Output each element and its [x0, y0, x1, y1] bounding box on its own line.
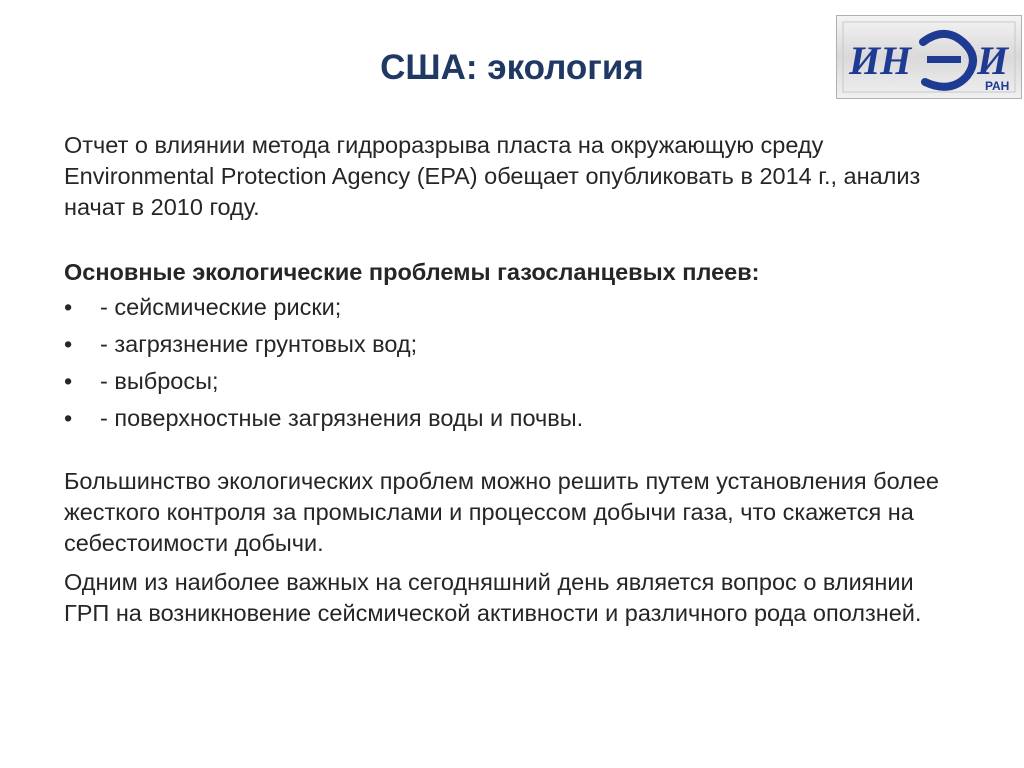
slide-title: США: экология — [380, 48, 644, 87]
list-item — [64, 366, 964, 397]
problems-heading: Основные экологические проблемы газосланцевых плеев: — [64, 259, 760, 285]
bullet-icon: • — [64, 405, 73, 431]
list-item-text: - загрязнение грунтовых вод; — [100, 331, 418, 357]
problems-list — [64, 292, 964, 434]
list-item — [64, 329, 964, 360]
slide-body — [64, 130, 964, 629]
logo-bar-icon — [927, 56, 961, 63]
bullet-icon: • — [64, 294, 73, 320]
solution-paragraph: Большинство экологических проблем можно решить путем установления более жесткого контроля за промыслами и процессом добычи газа, что скажется на себестоимости добычи. — [64, 468, 939, 556]
seismic-paragraph: Одним из наиболее важных на сегодняшний день является вопрос о влиянии ГРП на возникновение сейсмической активности и различного рода оползней. — [64, 569, 922, 626]
intro-paragraph: Отчет о влиянии метода гидроразрыва пласта на окружающую среду Environmental Protection Agency (EPA) обещает опубликовать в 2014 г., анализ начат в 2010 году. — [64, 132, 921, 220]
bullet-icon: • — [64, 368, 73, 394]
list-item-text: - сейсмические риски; — [100, 294, 342, 320]
spacer — [64, 440, 964, 466]
institute-logo-graphic — [837, 16, 1021, 98]
logo-text-right: И — [977, 38, 1009, 83]
list-item — [64, 292, 964, 323]
spacer — [64, 223, 964, 257]
bullet-icon: • — [64, 331, 73, 357]
list-item — [64, 403, 964, 434]
list-item-text: - поверхностные загрязнения воды и почвы. — [100, 405, 584, 431]
institute-logo — [836, 15, 1022, 99]
logo-text-sub: РАН — [985, 79, 1010, 93]
list-item-text: - выбросы; — [100, 368, 219, 394]
logo-text-left: ИН — [849, 38, 912, 83]
